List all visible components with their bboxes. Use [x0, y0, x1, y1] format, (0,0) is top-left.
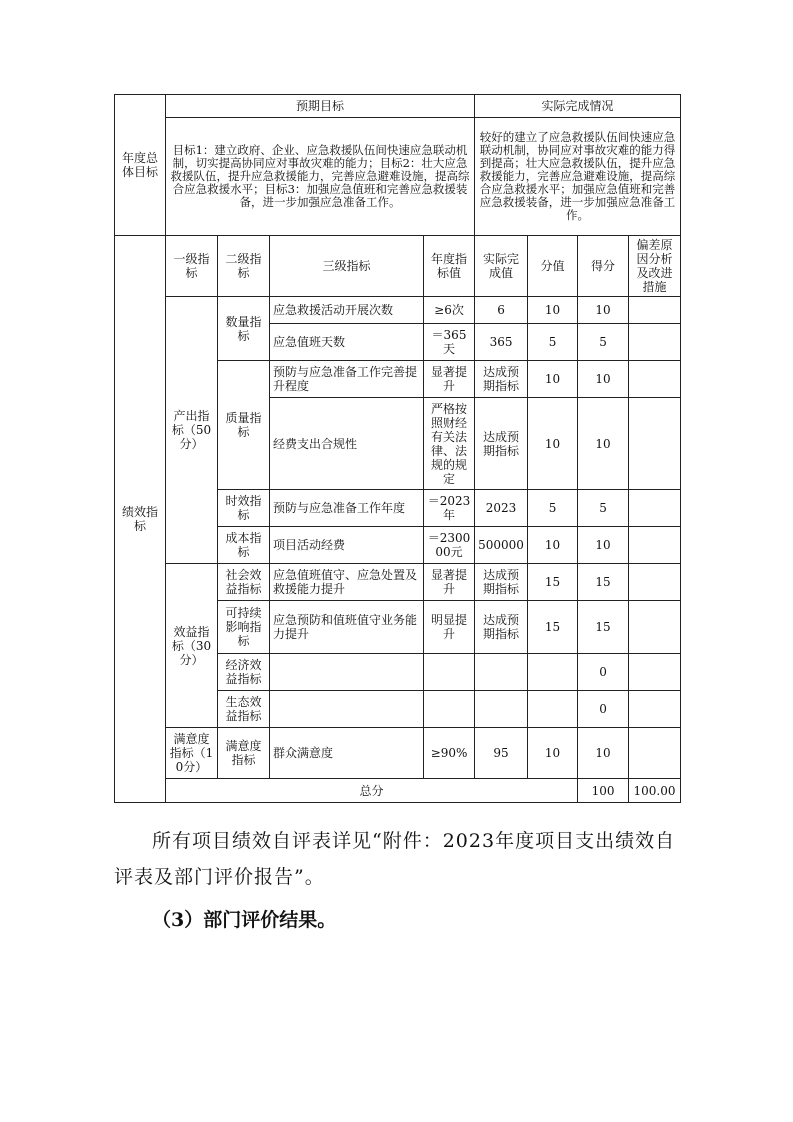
row-target: 明显提升: [424, 601, 475, 654]
performance-table: [114, 94, 681, 803]
row-target: ＝2023年: [424, 490, 475, 527]
subgroup-quality: 质量指标: [218, 361, 270, 490]
group-output: 产出指标（50分）: [166, 297, 218, 564]
expected-header: 预期目标: [166, 95, 475, 118]
row-got: 15: [578, 564, 629, 601]
row-target: ＝230000元: [424, 527, 475, 564]
row-score: 10: [528, 728, 578, 779]
perf-indicator-label: 绩效指标: [115, 236, 166, 803]
header-actual: 实际完成值: [475, 236, 528, 297]
row-name: 经费支出合规性: [270, 398, 424, 490]
row-got: 10: [578, 297, 629, 324]
subgroup-quantity: 数量指标: [218, 297, 270, 361]
header-level2: 二级指标: [218, 236, 270, 297]
row-deviation: [629, 728, 681, 779]
subgroup-eco: 生态效益指标: [218, 691, 270, 728]
row-actual: 2023: [475, 490, 528, 527]
row-score: 10: [528, 297, 578, 324]
row-actual: [475, 691, 528, 728]
row-deviation: [629, 691, 681, 728]
row-actual: 达成预期指标: [475, 361, 528, 398]
row-got: 10: [578, 361, 629, 398]
row-name: [270, 654, 424, 691]
row-got: 5: [578, 324, 629, 361]
row-target: 显著提升: [424, 361, 475, 398]
row-score: 10: [528, 361, 578, 398]
row-actual: 达成预期指标: [475, 564, 528, 601]
group-benefit: 效益指标（30分）: [166, 564, 218, 728]
row-name: 预防与应急准备工作年度: [270, 490, 424, 527]
row-name: 预防与应急准备工作完善提升程度: [270, 361, 424, 398]
annual-goal-label: 年度总体目标: [115, 95, 166, 236]
row-target: 严格按照财经有关法律、法规的规定: [424, 398, 475, 490]
row-deviation: [629, 398, 681, 490]
row-score: 10: [528, 398, 578, 490]
subgroup-time: 时效指标: [218, 490, 270, 527]
row-actual: 达成预期指标: [475, 601, 528, 654]
subgroup-economic: 经济效益指标: [218, 654, 270, 691]
total-label: 总分: [166, 779, 578, 803]
header-deviation: 偏差原因分析及改进措施: [629, 236, 681, 297]
actual-header: 实际完成情况: [475, 95, 681, 118]
row-target: 显著提升: [424, 564, 475, 601]
row-deviation: [629, 601, 681, 654]
subgroup-social: 社会效益指标: [218, 564, 270, 601]
row-deviation: [629, 361, 681, 398]
row-got: 10: [578, 728, 629, 779]
row-actual: 365: [475, 324, 528, 361]
row-deviation: [629, 564, 681, 601]
row-score: 15: [528, 564, 578, 601]
total-score: 100: [578, 779, 629, 803]
row-deviation: [629, 490, 681, 527]
row-score: [528, 691, 578, 728]
row-name: 应急值班天数: [270, 324, 424, 361]
total-got: 100.00: [629, 779, 681, 803]
paragraph-attachment-note: 所有项目绩效自评表详见“附件：2023年度项目支出绩效自评表及部门评价报告”。: [114, 830, 676, 888]
group-satisfaction: 满意度指标（10分）: [166, 728, 218, 779]
header-level3: 三级指标: [270, 236, 424, 297]
header-target: 年度指标值: [424, 236, 475, 297]
row-target: ≥90%: [424, 728, 475, 779]
subgroup-satisfy: 满意度指标: [218, 728, 270, 779]
row-score: 5: [528, 490, 578, 527]
row-name: 应急值班值守、应急处置及救援能力提升: [270, 564, 424, 601]
header-level1: 一级指标: [166, 236, 218, 297]
actual-result-text: 较好的建立了应急救援队伍间快速应急联动机制，协同应对事故灾难的能力得到提高；壮大应急救援队伍，提升应急救援能力，完善应急避难设施，提高综合应急救援水平；加强应急值班和完善应急救援装备，进一步加强应急准备工作。: [475, 118, 681, 236]
expected-goal-text: 目标1：建立政府、企业、应急救援队伍间快速应急联动机制，切实提高协同应对事故灾难的能力；目标2：壮大应急救援队伍，提升应急救援能力，完善应急避难设施，提高综合应急救援水平；目标3：加强应急值班和完善应急救援装备，进一步加强应急准备工作。: [166, 118, 475, 236]
row-deviation: [629, 297, 681, 324]
row-deviation: [629, 654, 681, 691]
row-target: ＝365天: [424, 324, 475, 361]
subgroup-sustain: 可持续影响指标: [218, 601, 270, 654]
section-heading-dept-evaluation: （3）部门评价结果。: [152, 909, 337, 931]
row-name: 项目活动经费: [270, 527, 424, 564]
row-target: [424, 691, 475, 728]
row-name: 应急救援活动开展次数: [270, 297, 424, 324]
row-actual: 500000: [475, 527, 528, 564]
row-actual: [475, 654, 528, 691]
row-deviation: [629, 324, 681, 361]
row-got: 0: [578, 654, 629, 691]
row-got: 10: [578, 398, 629, 490]
row-actual: 95: [475, 728, 528, 779]
row-actual: 达成预期指标: [475, 398, 528, 490]
row-got: 15: [578, 601, 629, 654]
row-target: ≥6次: [424, 297, 475, 324]
row-got: 0: [578, 691, 629, 728]
row-name: 应急预防和值班值守业务能力提升: [270, 601, 424, 654]
subgroup-cost: 成本指标: [218, 527, 270, 564]
row-target: [424, 654, 475, 691]
row-actual: 6: [475, 297, 528, 324]
row-got: 10: [578, 527, 629, 564]
row-name: 群众满意度: [270, 728, 424, 779]
row-score: 5: [528, 324, 578, 361]
row-score: 15: [528, 601, 578, 654]
row-name: [270, 691, 424, 728]
row-got: 5: [578, 490, 629, 527]
row-deviation: [629, 527, 681, 564]
header-score: 分值: [528, 236, 578, 297]
header-got: 得分: [578, 236, 629, 297]
row-score: [528, 654, 578, 691]
row-score: 10: [528, 527, 578, 564]
